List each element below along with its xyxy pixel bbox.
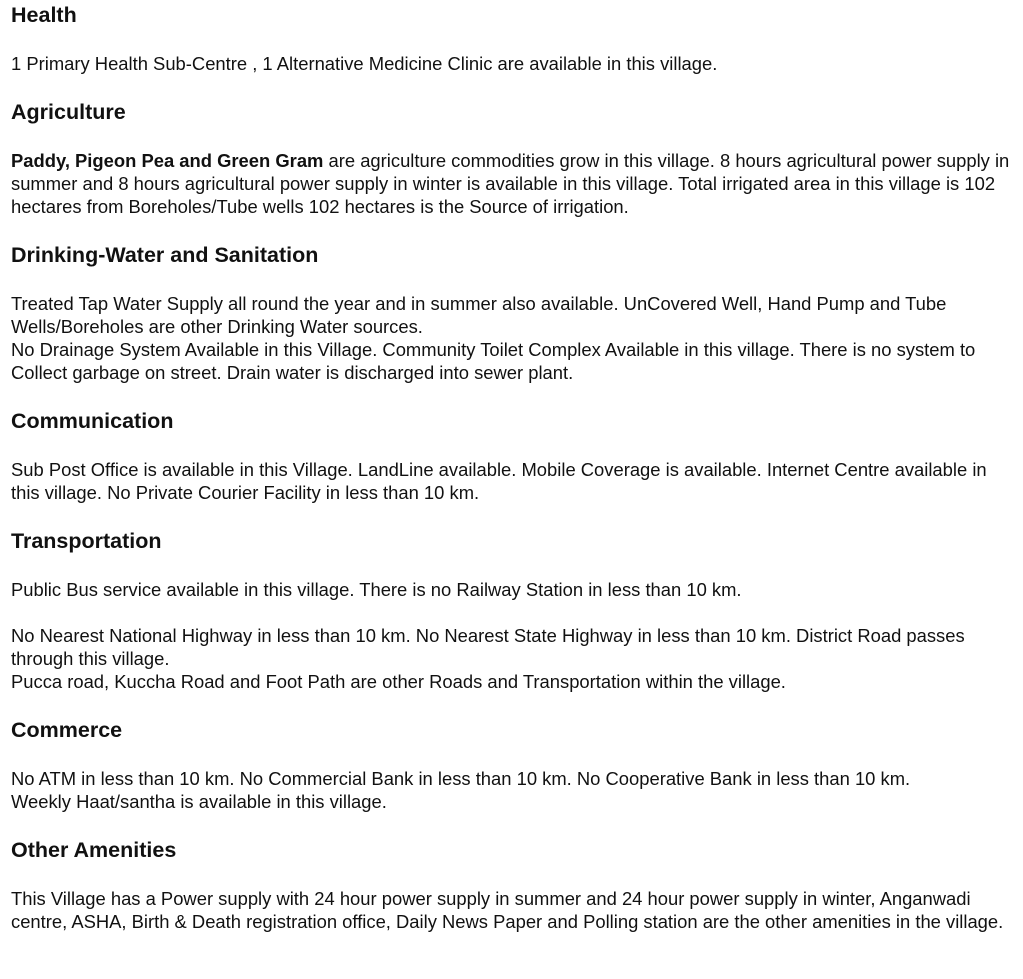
health-text: 1 Primary Health Sub-Centre , 1 Alternative Medicine Clinic are available in this village. [11, 53, 718, 74]
transportation-text-2 [11, 624, 1015, 693]
water-sources: Treated Tap Water Supply all round the year and in summer also available. UnCovered Well, Hand Pump and Tube Wells/Boreholes are other Drinking Water sources. [11, 293, 947, 337]
agriculture-commodities: Paddy, Pigeon Pea and Green Gram [11, 150, 324, 171]
agriculture-details: are agriculture commodities grow in this village. 8 hours agricultural power supply in summer and 8 hours agricultural power supply in winter is available in this village. Total irrigated area in this village is 102 hectares from Boreholes/Tube wells 102 hectares is the Source of irrigation. [11, 150, 1010, 217]
water-heading: Drinking-Water and Sanitation [11, 243, 319, 267]
highway-details: No Nearest National Highway in less than 10 km. No Nearest State Highway in less than 10 km. District Road passes through this village. [11, 625, 965, 669]
commerce-text [11, 767, 1015, 813]
communication-heading: Communication [11, 409, 174, 433]
transportation-text-1: Public Bus service available in this village. There is no Railway Station in less than 10 km. [11, 579, 742, 600]
market-details: Weekly Haat/santha is available in this village. [11, 791, 387, 812]
agriculture-text [11, 149, 1015, 218]
road-details: Pucca road, Kuccha Road and Foot Path are other Roads and Transportation within the village. [11, 671, 786, 692]
transportation-heading: Transportation [11, 529, 162, 553]
sanitation-details: No Drainage System Available in this Village. Community Toilet Complex Available in this village. There is no system to Collect garbage on street. Drain water is discharged into sewer plant. [11, 339, 976, 383]
communication-text: Sub Post Office is available in this Village. LandLine available. Mobile Coverage is available. Internet Centre available in this village. No Private Courier Facility in less than 10 km. [11, 459, 987, 503]
commerce-heading: Commerce [11, 718, 123, 742]
banking-details: No ATM in less than 10 km. No Commercial Bank in less than 10 km. No Cooperative Bank in less than 10 km. [11, 768, 911, 789]
water-text [11, 292, 1015, 384]
health-heading: Health [11, 3, 77, 27]
amenities-heading: Other Amenities [11, 838, 177, 862]
amenities-text: This Village has a Power supply with 24 hour power supply in summer and 24 hour power supply in winter, Anganwadi centre, ASHA, Birth & Death registration office, Daily News Paper and Polling station are the other amenities in the village. [11, 888, 1004, 932]
agriculture-heading: Agriculture [11, 100, 126, 124]
